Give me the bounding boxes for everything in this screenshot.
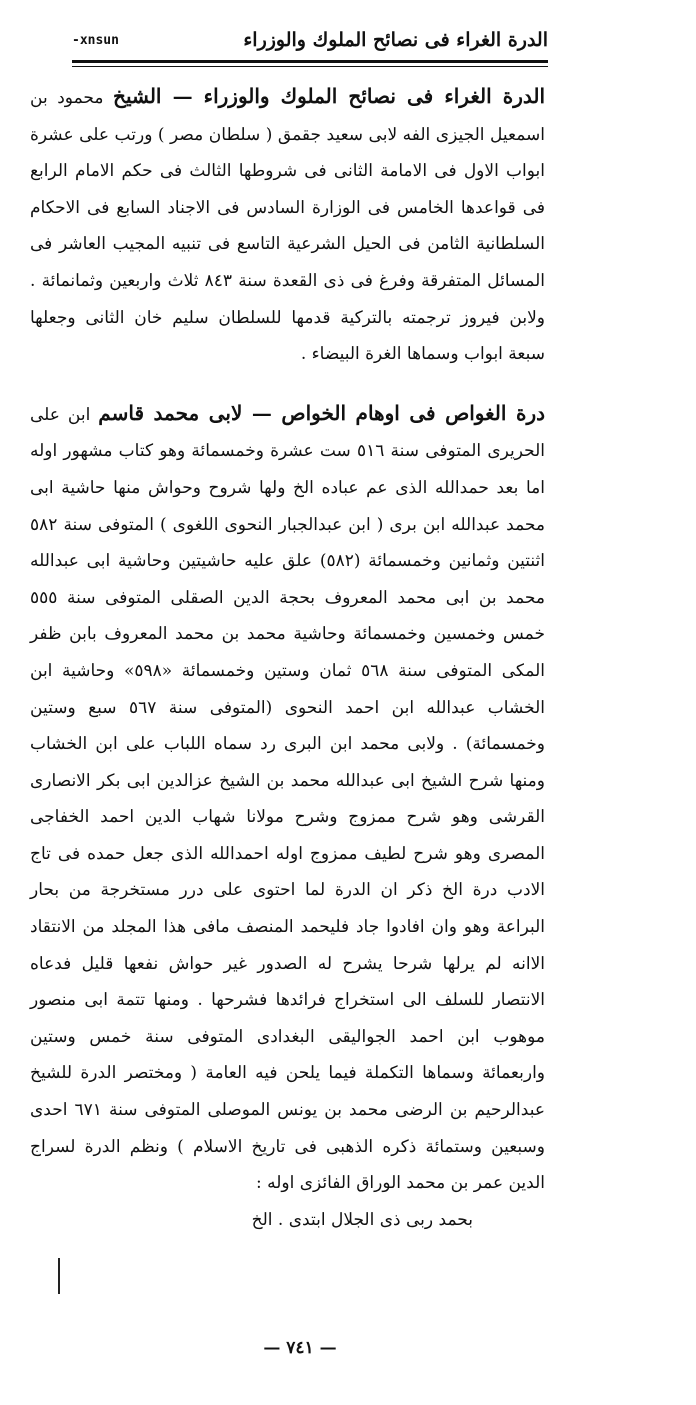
main-text bbox=[30, 78, 545, 1238]
entry-text: محمود بن اسمعيل الجيزى الفه لابى سعيد جقمق ( سلطان مصر ) ورتب على عشرة ابواب الاول فى الامامة الثانى فى شروطها الثالث فى حكم الامام الرابع فى قواعدها الخامس فى الوزارة السادس فى الاجناد السابع فى الاحكام السلطانية الثامن فى الحيل الشرعية التاسع فى تنبيه المجيب العاشر فى المسائل المتفرقة وفرغ فى ذى القعدة سنة ٨٤٣ ثلاث واربعين وثمانمائة . ولابن فيروز ترجمته بالتركية قدمها للسلطان سليم خان الثانى وجعلها سبعة ابواب وسماها الغرة البيضاء . bbox=[30, 88, 545, 365]
header-code: -xnsun bbox=[72, 32, 119, 48]
entry-title: الدرة الغراء فى نصائح الملوك والوزراء — الشيخ bbox=[113, 84, 546, 108]
header-rule bbox=[72, 60, 548, 63]
running-header bbox=[72, 22, 548, 58]
entry-text: ابن على الحريرى المتوفى سنة ٥١٦ ست عشرة وخمسمائة وهو كتاب مشهور اوله اما بعد حمدالله الذى عم عباده الخ ولها شروح وحواش منها حاشية ابى محمد عبدالله ابن برى ( ابن عبدالجبار النحوى اللغوى ) المتوفى سنة ٥٨٢ اثنتين وثمانين وخمسمائة (٥٨٢) علق عليه حاشيتين وحاشية ابى عبدالله محمد بن ابى محمد المعروف بحجة الدين الصقلى المتوفى سنة ٥٥٥ خمس وخمسين وخمسمائة وحاشية محمد بن محمد المعروف بابن ظفر المكى المتوفى سنة ٥٦٨ ثمان وستين وخمسمائة «٥٩٨» وحاشية ابن الخشاب عبدالله ابن احمد النحوى (المتوفى سنة ٥٦٧ سبع وستين وخمسمائة) . ولابى محمد ابن البرى رد سماه اللباب على ابن الخشاب ومنها شرح الشيخ ابى عبدالله محمد بن الشيخ عزالدين ابى بكر الانصارى القرشى وهو شرح ممزوج وشرح مولانا شهاب الدين احمد الخفاجى المصرى وهو شرح لطيف ممزوج اوله احمدالله الذى جعل حمده فى تاج الادب درة الخ ذكر ان الدرة لما احتوى على درر مستخرجة من بحار البراعة وهو وان افادوا جاد فليحمد المنصف مافى هذا المجلد من الانتقاد الاانه لم يرلها شرحا يشرح له الصدور غير حواش نفعها قليل فدعاه الانتصار للسلف الى استخراج فرائدها فشرحها . ومنها تتمة ابى منصور موهوب ابن احمد الجواليقى البغدادى المتوفى سنة خمس وستين واربعمائة وسماها التكملة فيما يلحن فيه العامة ( ومختصر الدرة للشيخ عبدالرحيم بن الرضى محمد بن يونس الموصلى المتوفى سنة ٦٧١ احدى وسبعين وستمائة ذكره الذهبى فى تاريخ الاسلام ) ونظم الدرة لسراج الدين عمر بن محمد الوراق الفائزى اوله : bbox=[30, 404, 545, 1194]
page-number: — ٧٤١ — bbox=[263, 1338, 337, 1358]
entry-durrat-ghawwas bbox=[30, 395, 545, 1202]
running-title: الدرة الغراء فى نصائح الملوك والوزراء bbox=[243, 29, 548, 51]
entry-durra-ghurra bbox=[30, 78, 545, 373]
entry-title: درة الغواص فى اوهام الخواص — لابى محمد قاسم bbox=[98, 400, 546, 425]
verse-line: بحمد ربى ذى الجلال ابتدى . الخ bbox=[251, 1209, 473, 1230]
margin-mark bbox=[58, 1258, 60, 1294]
